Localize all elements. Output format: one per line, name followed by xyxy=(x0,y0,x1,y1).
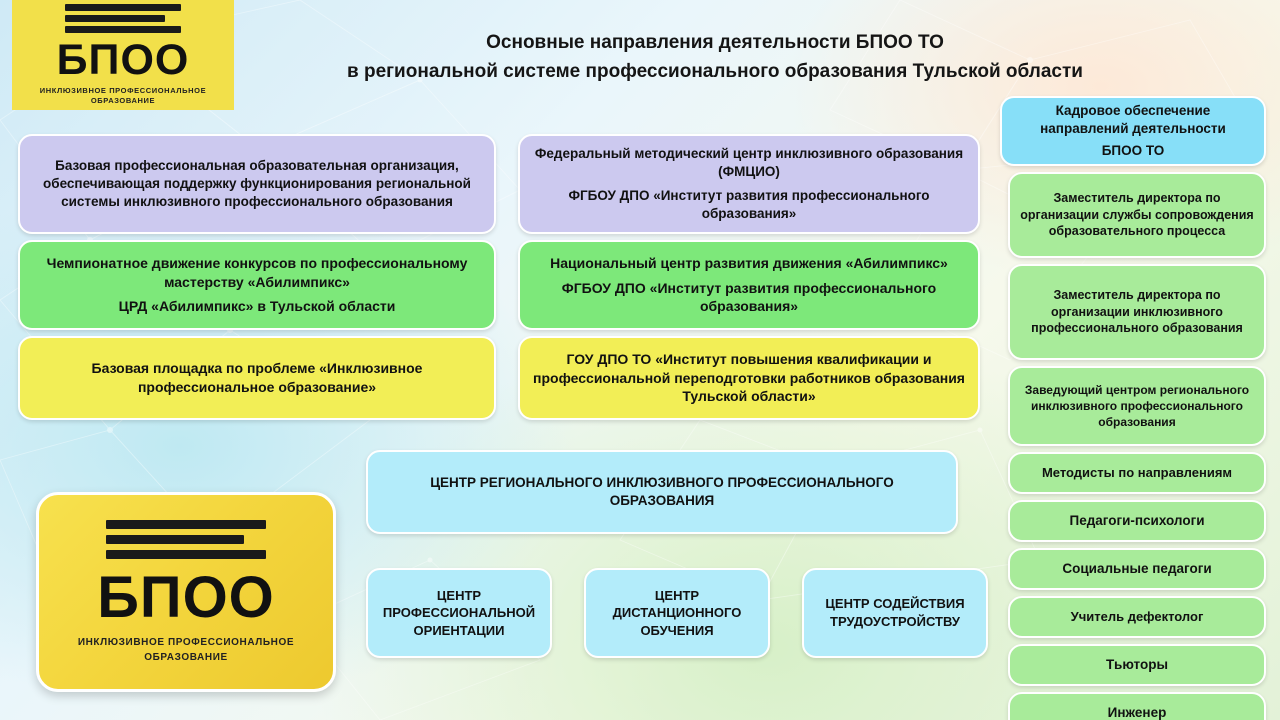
box-speech-defectologist[interactable] xyxy=(1008,596,1266,638)
logo-bottom-left xyxy=(36,492,336,692)
box-methodologists[interactable] xyxy=(1008,452,1266,494)
box-base-platform-text: Базовая площадка по проблеме «Инклюзивное профессиональное образование» xyxy=(91,360,423,395)
box-national-center-abilympics[interactable] xyxy=(518,240,980,330)
box-head-of-regional-center-text: Заведующий центром регионального инклюзивного профессионального образования xyxy=(1024,382,1250,430)
box-institute-advanced-training[interactable] xyxy=(518,336,980,420)
box-staffing-header-line-1: Кадровое обеспечение направлений деятельности xyxy=(1040,103,1226,137)
box-national-center-abilympics-line-2: ФГБОУ ДПО «Институт развития профессионального образования» xyxy=(561,279,937,315)
logo-bars-icon-large xyxy=(106,520,266,565)
box-federal-methodical-center[interactable] xyxy=(518,134,980,234)
box-staffing-header-line-2: БПОО ТО xyxy=(1101,142,1165,158)
box-educational-psychologists[interactable] xyxy=(1008,500,1266,542)
box-regional-inclusive-education-center[interactable] xyxy=(366,450,958,534)
logo-wordmark: БПОО xyxy=(56,35,190,84)
box-employment-assistance-center[interactable] xyxy=(802,568,988,658)
box-career-guidance-center-text: ЦЕНТР ПРОФЕССИОНАЛЬНОЙ ОРИЕНТАЦИИ xyxy=(382,587,536,638)
box-staffing-header[interactable] xyxy=(1000,96,1266,166)
box-federal-methodical-center-line-1: Федеральный методический центр инклюзивного образования (ФМЦИО) xyxy=(534,145,964,179)
logo-subtitle: ИНКЛЮЗИВНОЕ ПРОФЕССИОНАЛЬНОЕ ОБРАЗОВАНИЕ xyxy=(39,85,207,105)
box-regional-inclusive-education-center-text: ЦЕНТР РЕГИОНАЛЬНОГО ИНКЛЮЗИВНОГО ПРОФЕССИОНАЛЬНОГО ОБРАЗОВАНИЯ xyxy=(430,474,894,508)
box-deputy-director-support-service-text: Заместитель директора по организации службы сопровождения образовательного процесса xyxy=(1020,190,1254,239)
box-speech-defectologist-text: Учитель дефектолог xyxy=(1070,609,1204,625)
logo-top-left xyxy=(12,0,234,110)
box-distance-learning-center-text: ЦЕНТР ДИСТАНЦИОННОГО ОБУЧЕНИЯ xyxy=(612,587,742,638)
box-career-guidance-center[interactable] xyxy=(366,568,552,658)
logo-bars-icon xyxy=(65,4,181,37)
box-abilympics-championship-movement[interactable] xyxy=(18,240,496,330)
page-title xyxy=(250,28,1180,87)
box-engineer-text: Инженер xyxy=(1107,704,1167,720)
box-base-professional-organization[interactable] xyxy=(18,134,496,234)
box-head-of-regional-center[interactable] xyxy=(1008,366,1266,446)
box-distance-learning-center[interactable] xyxy=(584,568,770,658)
box-engineer[interactable] xyxy=(1008,692,1266,720)
box-institute-advanced-training-text: ГОУ ДПО ТО «Институт повышения квалификации и профессиональной переподготовки работников образования Тульской области» xyxy=(533,350,965,405)
box-deputy-director-support-service[interactable] xyxy=(1008,172,1266,258)
box-methodologists-text: Методисты по направлениям xyxy=(1041,465,1233,481)
box-tutors-text: Тьюторы xyxy=(1105,656,1168,672)
box-deputy-director-inclusive-education[interactable] xyxy=(1008,264,1266,360)
box-base-platform-inclusive-education[interactable] xyxy=(18,336,496,420)
page-title-line-2: в региональной системе профессионального образования Тульской области xyxy=(347,61,1083,83)
box-educational-psychologists-text: Педагоги-психологи xyxy=(1069,512,1205,528)
box-abilympics-championship-line-1: Чемпионатное движение конкурсов по профессиональному мастерству «Абилимпикс» xyxy=(46,254,468,290)
box-abilympics-championship-line-2: ЦРД «Абилимпикс» в Тульской области xyxy=(118,298,396,315)
logo-wordmark-large: БПОО xyxy=(97,564,275,630)
box-tutors[interactable] xyxy=(1008,644,1266,686)
box-deputy-director-inclusive-education-text: Заместитель директора по организации инклюзивного профессионального образования xyxy=(1031,287,1243,336)
box-federal-methodical-center-line-2: ФГБОУ ДПО «Институт развития профессионального образования» xyxy=(568,188,930,222)
box-social-educators[interactable] xyxy=(1008,548,1266,590)
box-national-center-abilympics-line-1: Национальный центр развития движения «Абилимпикс» xyxy=(550,254,948,271)
logo-subtitle-large: ИНКЛЮЗИВНОЕ ПРОФЕССИОНАЛЬНОЕ ОБРАЗОВАНИЕ xyxy=(77,636,295,663)
page-title-line-1: Основные направления деятельности БПОО ТО xyxy=(486,32,944,53)
box-social-educators-text: Социальные педагоги xyxy=(1062,560,1212,576)
box-base-professional-organization-text: Базовая профессиональная образовательная организация, обеспечивающая поддержку функционирования региональной системы инклюзивного профессионального образования xyxy=(43,157,471,210)
box-employment-assistance-center-text: ЦЕНТР СОДЕЙСТВИЯ ТРУДОУСТРОЙСТВУ xyxy=(825,596,965,629)
